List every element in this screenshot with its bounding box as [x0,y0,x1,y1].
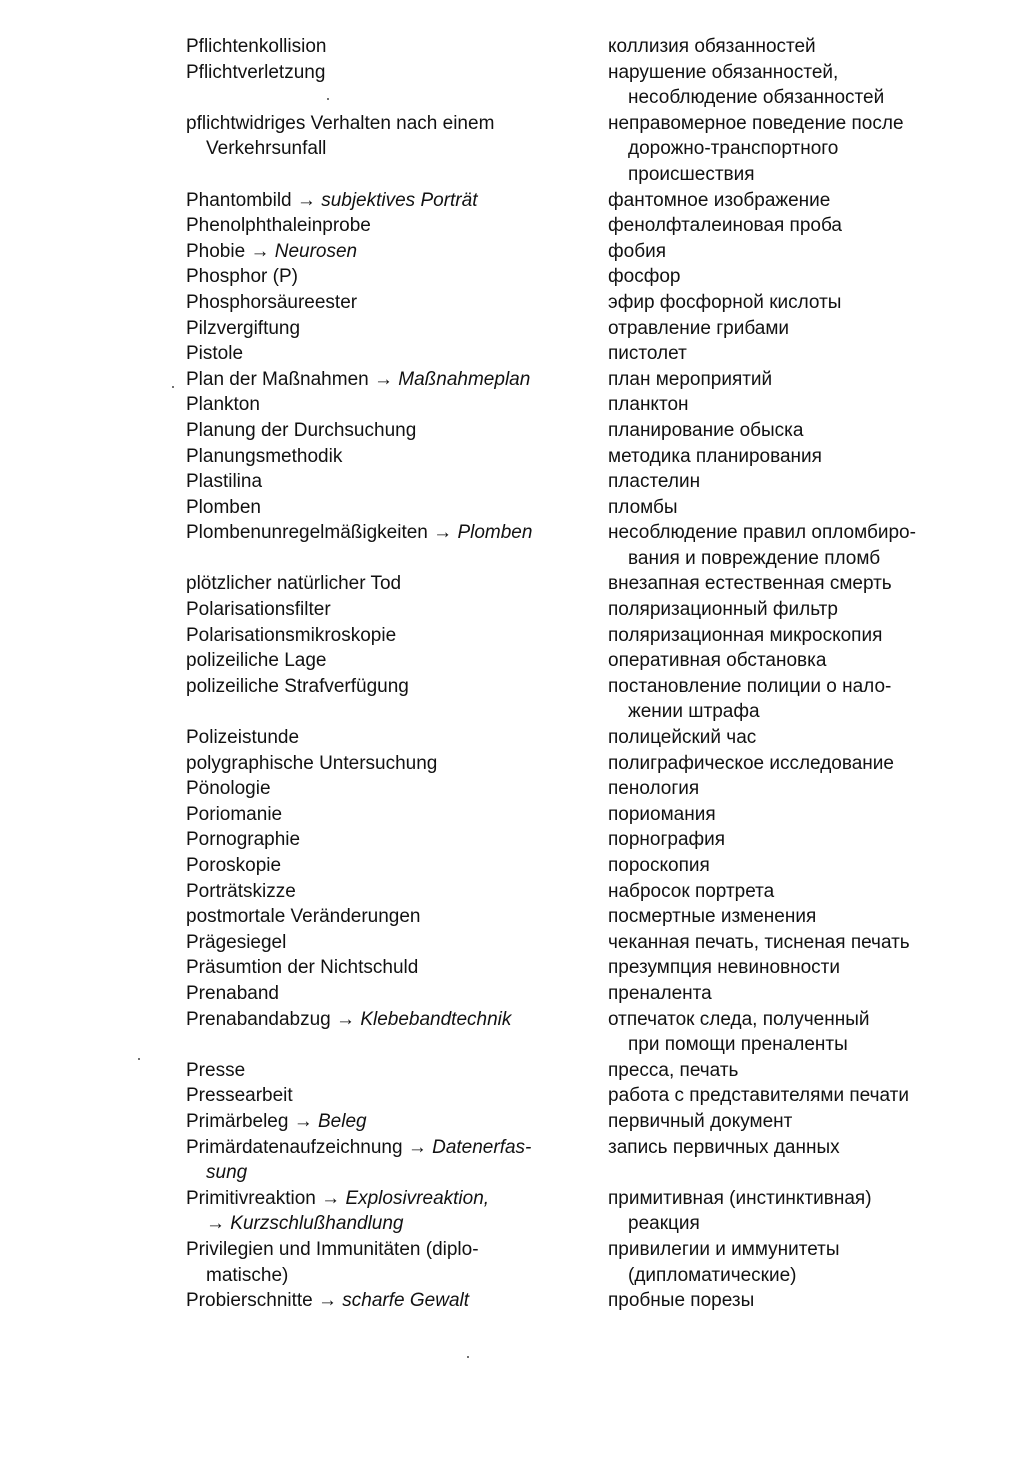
cross-reference: Explosivreaktion, [345,1187,490,1209]
term-ru: пистолет [608,343,687,365]
term-de: Phobie → Neurosen [186,240,358,262]
term-ru: отпечаток следа, полученный [608,1008,870,1030]
term-de: Plomben [186,496,261,518]
cross-reference-arrow-icon: → [293,1110,313,1132]
term-ru: полиграфическое исследование [608,752,894,774]
scan-speck [138,1058,140,1060]
term-ru: фантомное изображение [608,189,831,211]
cross-reference-arrow-icon: → [318,1290,338,1312]
term-de: Plombenunregelmäßigkeiten → Plomben [186,522,533,544]
term-de: Phantombild → subjektives Porträt [186,189,478,211]
cross-reference-arrow-icon: → [374,368,393,390]
term-ru: полицейский час [608,727,757,749]
term-ru: пломбы [608,496,678,518]
term-ru: порнография [608,829,726,851]
term-de-continuation: Verkehrsunfall [206,138,327,160]
spacer [186,546,576,572]
term-de: Porträtskizze [186,880,296,902]
term-de: Primärbeleg → Beleg [186,1110,367,1132]
term-ru: набросок портрета [608,880,775,902]
scan-speck [467,1356,469,1358]
term-ru: работа с представителями печати [608,1085,909,1107]
term-ru: несоблюдение правил опломбиро- [608,522,916,544]
term-ru: пориомания [608,803,716,825]
term-de: Pflichtverletzung [186,61,326,83]
scan-speck [327,98,329,100]
term-ru: первичный документ [608,1110,793,1132]
cross-reference: Klebebandtechnik [360,1008,512,1030]
term-de: polizeiliche Lage [186,650,327,672]
term-de: Polizeistunde [186,727,300,749]
term-ru: неправомерное поведение после [608,112,904,134]
cross-reference: Kurzschlußhandlung [230,1213,404,1235]
term-de-continuation: matische) [206,1264,289,1286]
term-ru: методика планирования [608,445,822,467]
spacer [608,1160,988,1186]
russian-column [608,34,988,1314]
cross-reference: Maßnahmeplan [398,368,531,390]
german-column [186,34,576,1314]
term-de: Prägesiegel [186,931,287,953]
term-ru-continuation: жении штрафа [628,701,760,723]
spacer [186,699,576,725]
term-ru: посмертные изменения [608,906,817,928]
spacer [186,162,576,188]
cross-reference: Neurosen [274,240,358,262]
term-de: Plan der Maßnahmen → Maßnahmeplan [186,368,531,390]
term-de: Primitivreaktion → Explosivreaktion, [186,1187,490,1209]
cross-reference: Plomben [457,522,533,544]
term-de: Planungsmethodik [186,445,343,467]
term-de: Presse [186,1059,246,1081]
term-de: postmortale Veränderungen [186,906,421,928]
term-ru: пороскопия [608,855,710,876]
term-ru: пенология [608,778,700,800]
term-de: pflichtwidriges Verhalten nach einem [186,112,495,134]
term-ru-continuation: происшествия [628,163,755,185]
term-ru-continuation: (дипломатические) [628,1264,797,1286]
term-ru: преналента [608,982,712,1004]
cross-reference-arrow-icon: → [250,240,270,262]
term-ru-continuation: при помощи преналенты [628,1034,848,1056]
term-de: Pressearbeit [186,1085,293,1107]
term-ru: пресса, печать [608,1059,739,1081]
cross-reference: scharfe Gewalt [342,1290,470,1312]
term-de: Pönologie [186,778,271,800]
term-ru: фенолфталеиновая проба [608,215,842,237]
term-de: Privilegien und Immunitäten (diplo- [186,1238,479,1260]
scan-speck [172,386,174,388]
term-de: Phenolphthaleinprobe [186,215,371,237]
term-de: Pistole [186,343,244,365]
term-de: plötzlicher natürlicher Tod [186,573,402,595]
term-ru: оперативная обстановка [608,650,827,672]
term-ru: поляризационный фильтр [608,599,838,621]
term-ru: постановление полиции о нало- [608,675,892,697]
term-de: Polarisationsfilter [186,599,331,621]
term-ru-continuation: вания и повреждение пломб [628,547,881,569]
term-de: Polarisationsmikroskopie [186,624,397,646]
term-de-continuation [186,1211,576,1237]
term-ru: поляризационная микроскопия [608,624,883,646]
term-ru: план мероприятий [608,368,773,390]
term-ru: пробные порезы [608,1290,755,1312]
term-de: Präsumtion der Nichtschuld [186,957,419,979]
term-de: Poriomanie [186,803,283,825]
term-de: Primärdatenaufzeichnung → Datenerfas- [186,1136,532,1158]
term-ru: примитивная (инстинктивная) [608,1187,872,1209]
term-ru-continuation: несоблюдение обязанностей [628,87,885,109]
cross-reference-arrow-icon: → [336,1008,356,1030]
cross-reference: Beleg [318,1110,367,1132]
cross-reference-arrow-icon: → [321,1187,341,1209]
term-de: polygraphische Untersuchung [186,752,438,774]
term-de: polizeiliche Strafverfügung [186,675,409,697]
cross-reference: Datenerfas- [432,1136,532,1158]
term-de: Plankton [186,394,260,416]
term-ru: планирование обыска [608,419,804,441]
term-de: Poroskopie [186,855,282,876]
term-ru: эфир фосфорной кислоты [608,291,842,313]
term-ru: нарушение обязанностей, [608,61,839,83]
term-de: Planung der Durchsuchung [186,419,417,441]
term-de: Probierschnitte → scharfe Gewalt [186,1290,470,1312]
cross-reference-arrow-icon: → [206,1213,225,1235]
cross-reference: sung [206,1162,248,1184]
term-ru-continuation: реакция [628,1213,700,1235]
term-ru: отравление грибами [608,317,790,339]
term-ru: планктон [608,394,689,416]
term-de: Plastilina [186,471,263,493]
term-de: Pflichtenkollision [186,36,327,57]
term-de: Pilzvergiftung [186,317,301,339]
term-ru: чеканная печать, тисненая печать [608,931,910,953]
term-de: Prenabandabzug → Klebebandtechnik [186,1008,512,1030]
term-de: Phosphorsäureester [186,291,358,313]
term-ru: презумпция невиновности [608,957,840,979]
term-de-continuation [186,1160,576,1186]
term-ru: внезапная естественная смерть [608,573,892,595]
cross-reference-arrow-icon: → [296,189,316,211]
term-ru: фосфор [608,266,681,288]
term-de: Prenaband [186,982,279,1004]
spacer [186,85,576,111]
term-ru: привилегии и иммунитеты [608,1238,840,1260]
cross-reference-arrow-icon: → [433,522,453,544]
term-ru-continuation: дорожно-транспортного [628,138,839,160]
term-de: Pornographie [186,829,301,851]
term-ru: коллизия обязанностей [608,36,816,57]
spacer [186,1032,576,1058]
term-ru: запись первичных данных [608,1136,840,1158]
term-ru: фобия [608,240,666,262]
cross-reference-arrow-icon: → [407,1136,427,1158]
term-de: Phosphor (P) [186,266,298,288]
term-ru: пластелин [608,471,701,493]
cross-reference: subjektives Porträt [321,189,478,211]
